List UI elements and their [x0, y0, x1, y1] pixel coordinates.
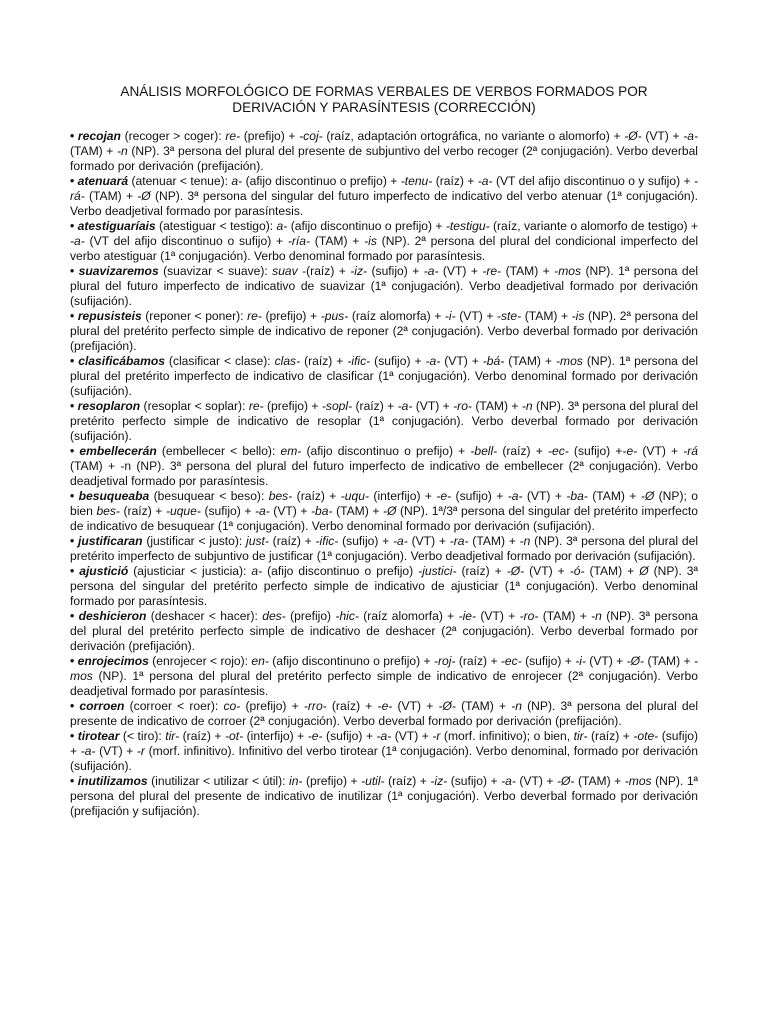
morpheme: -tenu-	[400, 174, 433, 188]
analysis-text: (raíz) +	[268, 534, 316, 548]
analysis-text: (suavizar < suave):	[158, 264, 273, 278]
analysis-text: (atestiguar < testigo):	[155, 219, 277, 233]
morpheme: -a-	[80, 744, 96, 758]
analysis-text: (< tiro):	[119, 729, 166, 743]
verb-form: atestiguaríais	[77, 219, 156, 233]
analysis-text: (VT) +	[522, 489, 567, 503]
analysis-text: (afijo discontinuo o prefijo) +	[287, 219, 446, 233]
morpheme: -e-	[307, 729, 323, 743]
verb-analysis-entry	[70, 219, 698, 264]
analysis-text: (NP). 2ª persona del plural del pretérito perfecto simple de indicativo de reponer (2ª conjugación). Verbo deverbal formado por derivación (prefijación).	[70, 309, 698, 353]
analysis-text: (sufijo) +	[447, 774, 502, 788]
morpheme: -re-	[482, 264, 502, 278]
bullet-marker: •	[70, 309, 78, 323]
bullet-marker: •	[70, 129, 78, 143]
verb-form: tirotear	[77, 729, 120, 743]
analysis-text: (afijo discontinuo o prefijo) +	[242, 174, 401, 188]
analysis-text: (justificar < justo):	[142, 534, 247, 548]
morpheme: re-	[225, 129, 241, 143]
analysis-text: (inutilizar < utilizar < útil):	[147, 774, 290, 788]
analysis-text: (sufijo) +	[521, 654, 576, 668]
morpheme: -a-	[376, 729, 392, 743]
analysis-text: (deshacer < hacer):	[146, 609, 263, 623]
bullet-marker: •	[70, 444, 80, 458]
analysis-text: (VT del afijo discontinuo o y sufijo) +	[492, 174, 694, 188]
analysis-text: (NP). 3ª persona del singular del futuro imperfecto de indicativo del verbo atenuar (1ª conjugación). Verbo deadjetival formado por parasíntesis.	[70, 189, 699, 218]
morpheme: des-	[262, 609, 286, 623]
analysis-text: (reponer < poner):	[141, 309, 248, 323]
analysis-text: (VT) +	[524, 564, 570, 578]
morpheme: -rro-	[303, 699, 327, 713]
bullet-marker: •	[70, 174, 78, 188]
morpheme: -n	[591, 609, 602, 623]
analysis-text: (raíz) +	[587, 729, 634, 743]
analysis-text: (TAM) +	[538, 609, 592, 623]
verb-form: deshicieron	[78, 609, 147, 623]
morpheme: -n	[116, 144, 128, 158]
analysis-text: (VT) +	[515, 774, 557, 788]
analysis-text: (sufijo) +	[70, 729, 699, 758]
analysis-text: (raíz, variante o alomorfo de testigo) +	[489, 219, 698, 233]
analysis-text: (TAM) + -n (NP). 3ª persona del plural del futuro imperfecto de indicativo de embellecer (2ª conjugación). Verbo deadjetival formado por parasíntesis.	[70, 459, 698, 488]
bullet-marker: •	[70, 354, 79, 368]
analysis-text: (clasificar < clase):	[164, 354, 275, 368]
morpheme: -ific-	[315, 534, 339, 548]
analysis-text: (TAM) +	[644, 654, 694, 668]
analysis-text: (prefijo) +	[240, 699, 304, 713]
analysis-text: (raíz) +	[326, 699, 378, 713]
morpheme: -is	[571, 309, 585, 323]
morpheme: bes-	[268, 489, 293, 503]
morpheme: tir-	[165, 729, 180, 743]
analysis-text: (raíz, adaptación ortográfica, no variante o alomorfo) +	[322, 129, 625, 143]
morpheme: -i-	[444, 309, 456, 323]
analysis-text: (embellecer < bello):	[156, 444, 281, 458]
analysis-text: (TAM) +	[574, 774, 625, 788]
analysis-text: (ajusticiar < justicia):	[128, 564, 252, 578]
analysis-text: (raíz) +	[497, 444, 548, 458]
verb-analysis-entry	[70, 774, 698, 819]
morpheme: -rá	[683, 444, 698, 458]
analysis-text: (VT) +	[269, 504, 311, 518]
analysis-text: (NP). 3ª persona del plural del presente de indicativo de corroer (2ª conjugación). Verbo deverbal formado por derivación (prefijación).	[70, 699, 699, 728]
morpheme: -hic-	[335, 609, 359, 623]
verb-form: clasificábamos	[78, 354, 165, 368]
verb-form: recojan	[77, 129, 121, 143]
morpheme: -ote-	[633, 729, 659, 743]
bullet-marker: •	[70, 489, 79, 503]
morpheme: -Ø-	[556, 774, 575, 788]
analysis-text: (TAM) +	[310, 234, 365, 248]
verb-analysis-entry	[70, 489, 698, 534]
morpheme: just-	[246, 534, 269, 548]
morpheme: -a-	[507, 489, 523, 503]
morpheme: -ó-	[569, 564, 585, 578]
analysis-text: (NP). 3ª persona del plural del pretérito imperfecto de subjuntivo de justificar (1ª conjugación). Verbo deadjetival formado por derivación (sufijación).	[70, 534, 699, 563]
morpheme: -bá-	[482, 354, 505, 368]
bullet-marker: •	[70, 219, 78, 233]
analysis-text: (TAM) +	[84, 189, 138, 203]
morpheme: -uque-	[165, 504, 201, 518]
morpheme: re-	[247, 309, 262, 323]
morpheme: -rá-	[70, 174, 699, 203]
morpheme: -Ø-	[626, 654, 645, 668]
analysis-text: (prefijo) +	[261, 309, 321, 323]
verb-analysis-entry	[70, 444, 698, 489]
analysis-text: (NP). 1ª persona del plural del pretérito imperfecto de indicativo de clasificar (1ª conjugación). Verbo denominal formado por derivación (sufijación).	[70, 354, 699, 398]
bullet-marker: •	[70, 399, 78, 413]
morpheme: tir-	[573, 729, 588, 743]
verb-analysis-entry	[70, 309, 698, 354]
title-line: ANÁLISIS MORFOLÓGICO DE FORMAS VERBALES DE VERBOS FORMADOS POR	[120, 84, 648, 99]
morpheme: -Ø	[640, 489, 655, 503]
analysis-text: (NP). 3ª persona del singular del pretérito perfecto simple de indicativo de ajusticiar (1ª conjugación). Verbo denominal formado por parasíntesis.	[70, 564, 698, 608]
morpheme: suav	[272, 264, 298, 278]
analysis-text: (raíz) +	[292, 489, 341, 503]
analysis-text: (prefijo) +	[263, 399, 322, 413]
verb-analysis-entry	[70, 354, 698, 399]
analysis-text: (VT) +	[440, 354, 483, 368]
analysis-text: (VT) +	[585, 654, 627, 668]
verb-analysis-entry	[70, 264, 698, 309]
verb-form: repusisteis	[77, 309, 142, 323]
bullet-marker: •	[70, 654, 78, 668]
morpheme: a-	[276, 219, 288, 233]
analysis-text: (NP). 3ª persona del plural del pretérito perfecto simple de indicativo de resoplar (1ª conjugación). Verbo deverbal formado por derivación (sufijación).	[70, 399, 699, 443]
morpheme: Ø	[639, 564, 649, 578]
morpheme: -Ø-	[624, 129, 642, 143]
morpheme: -a-	[477, 174, 493, 188]
analysis-text: (TAM) +	[471, 399, 522, 413]
morpheme: -coj-	[299, 129, 323, 143]
analysis-text: (besuquear < beso):	[149, 489, 269, 503]
verb-analysis-entry	[70, 129, 698, 174]
analysis-text: (raíz alomorfa) +	[348, 309, 445, 323]
morpheme: -ie-	[458, 609, 477, 623]
bullet-marker: •	[70, 264, 79, 278]
analysis-text: (VT) +	[392, 699, 439, 713]
verb-form: besuqueaba	[78, 489, 150, 503]
morpheme: re-	[248, 399, 264, 413]
morpheme: -mos	[555, 354, 583, 368]
verb-analysis-entry	[70, 399, 698, 444]
analysis-text: (VT) +	[641, 129, 684, 143]
bullet-marker: •	[70, 774, 78, 788]
morpheme: -testigu-	[445, 219, 490, 233]
morpheme: -Ø	[382, 504, 397, 518]
analysis-text: (VT) +	[476, 609, 520, 623]
verb-form: enrojecimos	[77, 654, 149, 668]
morpheme: -n	[521, 399, 533, 413]
verb-analysis-entry	[70, 534, 698, 564]
analysis-text: (TAM) +	[501, 264, 555, 278]
title-line: DERIVACIÓN Y PARASÍNTESIS (CORRECCIÓN)	[232, 100, 536, 115]
analysis-text: (sufijo) +	[370, 354, 426, 368]
verb-form: justificaran	[78, 534, 143, 548]
morpheme: -ro-	[519, 609, 539, 623]
morpheme: -a-	[397, 399, 413, 413]
analysis-text: (VT) +	[438, 264, 483, 278]
morpheme: -util-	[361, 774, 385, 788]
morpheme: clas-	[274, 354, 301, 368]
morpheme: -e-	[377, 699, 393, 713]
morpheme: -pus-	[320, 309, 349, 323]
analysis-text: (raíz) +	[300, 354, 348, 368]
analysis-text: (afijo discontinuo o prefijo) +	[301, 444, 471, 458]
verb-form: ajustició	[79, 564, 129, 578]
morpheme: en-	[251, 654, 269, 668]
analysis-text: (TAM) +	[584, 564, 640, 578]
morpheme: -Ø-	[506, 564, 525, 578]
analysis-text: (TAM) +	[332, 504, 383, 518]
morpheme: -e-	[622, 444, 638, 458]
morpheme: -Ø-	[438, 699, 456, 713]
morpheme: -ba-	[566, 489, 588, 503]
bullet-marker: •	[70, 534, 79, 548]
morpheme: -a-	[70, 234, 85, 248]
analysis-text: (raíz alomorfa) +	[358, 609, 459, 623]
analysis-text: (VT) +	[455, 309, 497, 323]
analysis-text: (NP); o bien	[70, 489, 699, 518]
morpheme: in-	[289, 774, 303, 788]
analysis-text: (prefijo) +	[302, 774, 362, 788]
analysis-text: (raíz) +	[432, 174, 478, 188]
bullet-marker: •	[70, 609, 79, 623]
morpheme: -a-	[393, 534, 408, 548]
morpheme: -sopl-	[321, 399, 353, 413]
morpheme: -ste-	[496, 309, 522, 323]
analysis-text: (recoger > coger):	[120, 129, 226, 143]
morpheme: -mos	[624, 774, 652, 788]
morpheme: -roj-	[434, 654, 456, 668]
document-title	[70, 84, 698, 116]
verb-analysis-entry	[70, 729, 698, 774]
analysis-text: (afijo discontinuo o prefijo)	[262, 564, 419, 578]
morpheme: -a-	[683, 129, 698, 143]
analysis-text: (raíz) +	[456, 564, 507, 578]
analysis-text: (NP). 1ª persona del plural del futuro imperfecto de indicativo de suavizar (1ª conjugación). Verbo deadjetival formado por derivación (sufijación).	[70, 264, 698, 308]
verb-analysis-entry	[70, 699, 698, 729]
morpheme: -r	[136, 744, 145, 758]
analysis-text: (raíz) +	[352, 399, 398, 413]
analysis-text: (enrojecer < rojo):	[148, 654, 252, 668]
analysis-text: (interfijo) +	[369, 489, 437, 503]
morpheme: -e-	[436, 489, 452, 503]
analysis-text: (raíz) +	[179, 729, 225, 743]
morpheme: -justici-	[418, 564, 457, 578]
morpheme: -a-	[254, 504, 270, 518]
analysis-text: (NP). 1ª persona del plural del presente de indicativo de inutilizar (1ª conjugación). Verbo deverbal formado por derivación (prefijación y sufijación).	[70, 774, 699, 818]
analysis-text: (TAM) +	[455, 699, 512, 713]
morpheme: -a-	[501, 774, 516, 788]
analysis-text: (TAM) +	[587, 489, 641, 503]
morpheme: bes-	[96, 504, 120, 518]
verb-form: embellecerán	[79, 444, 157, 458]
verb-analysis-entry	[70, 564, 698, 609]
bullet-marker: •	[70, 729, 78, 743]
analysis-text: (morf. infinitivo); o bien,	[440, 729, 574, 743]
morpheme: -ra-	[449, 534, 469, 548]
morpheme: -ba-	[311, 504, 333, 518]
morpheme: -iz-	[350, 264, 368, 278]
morpheme: -uqu-	[340, 489, 370, 503]
verb-analysis-entry	[70, 609, 698, 654]
morpheme: -ría-	[287, 234, 311, 248]
analysis-text: (VT) +	[391, 729, 433, 743]
morpheme: co-	[223, 699, 241, 713]
analysis-text: (TAM) +	[70, 144, 117, 158]
analysis-text: (TAM) +	[521, 309, 572, 323]
verb-form: atenuará	[77, 174, 129, 188]
analysis-text: (TAM) +	[468, 534, 520, 548]
morpheme: -mos	[554, 264, 582, 278]
analysis-text: (VT del afijo discontinuo o sufijo) +	[84, 234, 288, 248]
analysis-text: (NP). 3ª persona del plural del pretérito perfecto simple de indicativo de deshacer (2ª conjugación). Verbo deverbal formado por derivación (prefijación).	[70, 609, 699, 653]
analysis-text: (prefijo) +	[240, 129, 300, 143]
verb-form: resoplaron	[77, 399, 141, 413]
verb-analysis-entry	[70, 174, 698, 219]
morpheme: -bell-	[470, 444, 498, 458]
analysis-text: (sufijo) +	[367, 264, 424, 278]
verb-analysis-entry	[70, 654, 698, 699]
analysis-text: (NP). 2ª persona del plural del condicional imperfecto del verbo atestiguar (1ª conjugación). Verbo denominal formado por parasíntesis.	[70, 234, 699, 263]
verb-form: inutilizamos	[77, 774, 148, 788]
analysis-text: (afijo discontinuno o prefijo) +	[268, 654, 434, 668]
verb-analysis-list	[70, 129, 698, 819]
morpheme: -a-	[425, 354, 441, 368]
morpheme: -r	[432, 729, 441, 743]
analysis-text: (raíz) +	[384, 774, 431, 788]
analysis-text: (sufijo) +	[200, 504, 255, 518]
analysis-text: (NP). 1ª persona del plural del pretérito perfecto simple de indicativo de enrojecer (2ª conjugación). Verbo deadjetival formado por parasíntesis.	[70, 669, 698, 698]
morpheme: -ec-	[547, 444, 569, 458]
analysis-text: (interfijo) +	[243, 729, 308, 743]
bullet-marker: •	[70, 564, 80, 578]
morpheme: -ific-	[347, 354, 371, 368]
morpheme: -ec-	[500, 654, 522, 668]
analysis-text: (prefijo)	[285, 609, 336, 623]
bullet-marker: •	[70, 699, 80, 713]
morpheme: a-	[231, 174, 243, 188]
morpheme: -ot-	[224, 729, 244, 743]
morpheme: -mos	[70, 654, 698, 683]
analysis-text: (VT) +	[407, 534, 450, 548]
morpheme: -iz-	[430, 774, 448, 788]
morpheme: -a-	[423, 264, 439, 278]
analysis-text: (raíz) +	[455, 654, 501, 668]
analysis-text: (corroer < roer):	[124, 699, 224, 713]
analysis-text: (VT) +	[95, 744, 137, 758]
analysis-text: (NP). 3ª persona del plural del presente de subjuntivo del verbo recoger (2ª conjugación). Verbo deverbal formado por derivación (prefijación).	[70, 144, 698, 173]
analysis-text: (sufijo) +	[338, 534, 394, 548]
morpheme: -ro-	[453, 399, 472, 413]
verb-form: corroen	[79, 699, 125, 713]
morpheme: -n	[519, 534, 531, 548]
analysis-text: (TAM) +	[504, 354, 556, 368]
analysis-text: (atenuar < tenue):	[128, 174, 232, 188]
analysis-text: (VT) +	[637, 444, 684, 458]
verb-form: suavizaremos	[78, 264, 159, 278]
analysis-text: (raíz) +	[119, 504, 166, 518]
morpheme: -i-	[575, 654, 586, 668]
morpheme: -is	[364, 234, 377, 248]
analysis-text: (VT) +	[412, 399, 454, 413]
morpheme: a-	[251, 564, 263, 578]
analysis-text: (NP). 1ª/3ª persona del singular del pretérito imperfecto de indicativo de besuquear (1ª conjugación). Verbo denominal formado por derivación (sufijación).	[70, 504, 699, 533]
analysis-text: -(raíz) +	[297, 264, 351, 278]
morpheme: em-	[280, 444, 302, 458]
analysis-text: (sufijo) +	[451, 489, 508, 503]
analysis-text: (sufijo) +	[568, 444, 623, 458]
morpheme: -Ø	[137, 189, 151, 203]
analysis-text: (sufijo) +	[322, 729, 377, 743]
analysis-text: (resoplar < soplar):	[140, 399, 249, 413]
morpheme: -n	[511, 699, 522, 713]
analysis-text: (morf. infinitivo). Infinitivo del verbo tirotear (1ª conjugación). Verbo denominal, formado por derivación (sufijación).	[70, 744, 698, 773]
